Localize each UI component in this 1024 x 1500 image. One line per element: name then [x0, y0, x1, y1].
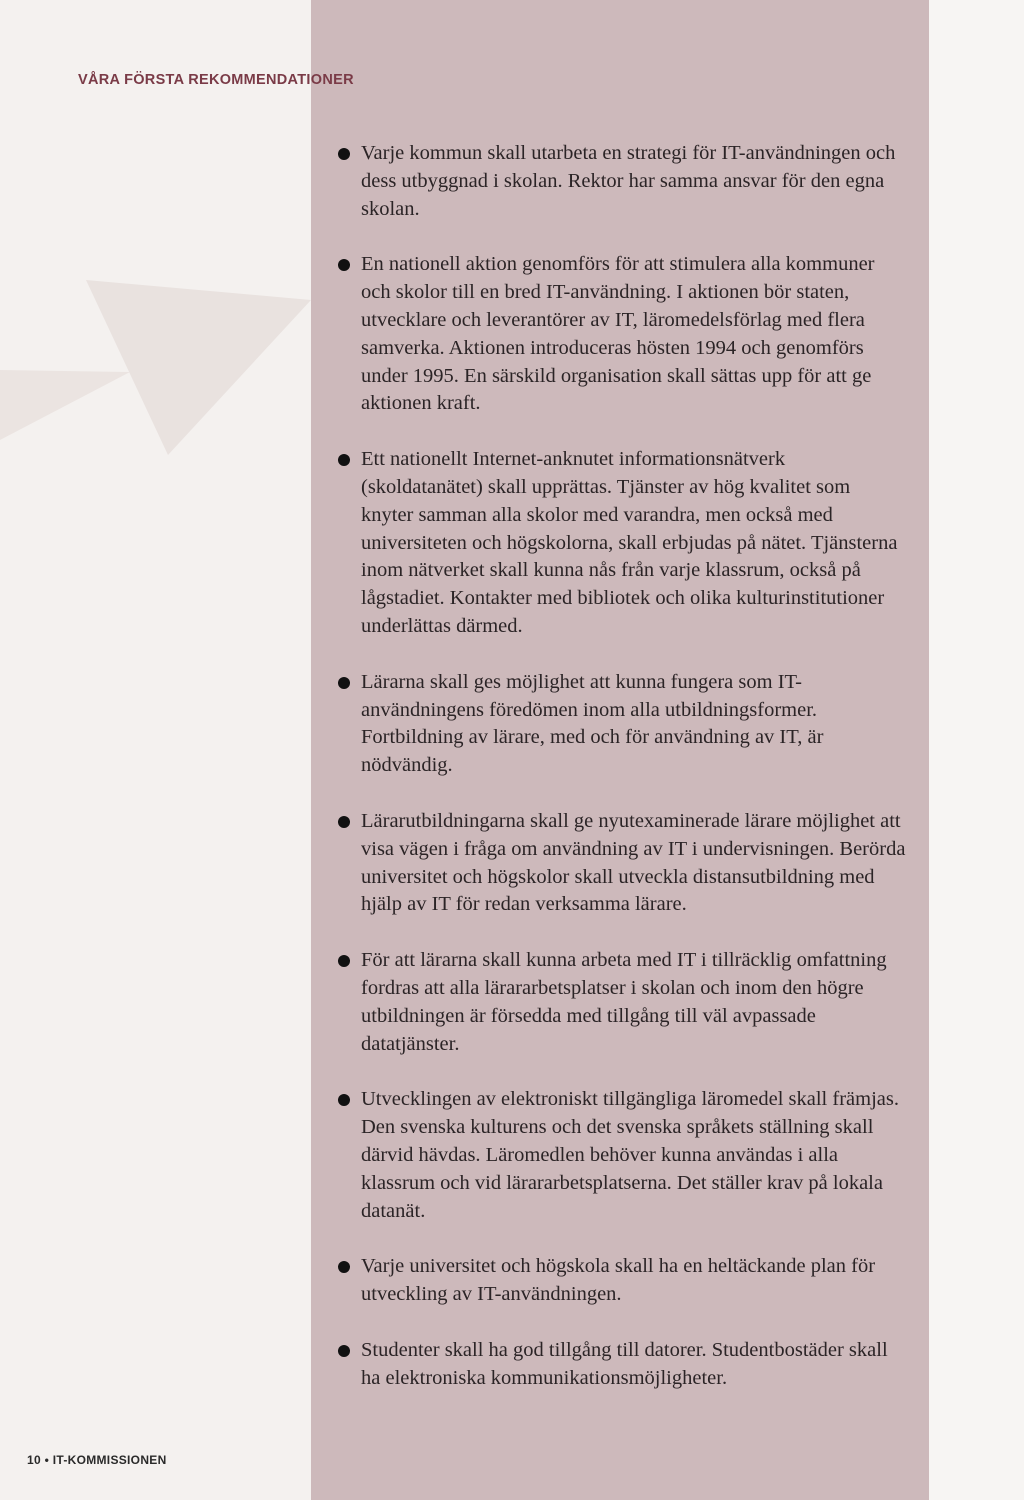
recommendation-text: Lärarna skall ges möjlighet att kunna fungera som IT-användningens föredömen inom alla utbildningsformer. Fortbildning av lärare, med och för användning av IT, är nödvändig. — [361, 670, 824, 777]
recommendation-text: En nationell aktion genomförs för att stimulera alla kommuner och skolor till en bred IT-användning. I aktionen bör staten, utvecklare och leverantörer av IT, läromedelsförlag med flera samverka. Aktionen introduceras hösten 1994 och genomförs under 1995. En särskild organisation skall sättas upp för att ge aktionen kraft. — [361, 253, 875, 415]
recommendation-text: Utvecklingen av elektroniskt tillgängliga läromedel skall främjas. Den svenska kulturens och det svenska språkets ställning skall därvid hävdas. Läromedlen behöver kunna användas i alla klassrum och vid lärararbetsplatserna. Det ställer krav på lokala datanät. — [361, 1088, 899, 1222]
right-margin — [929, 0, 1024, 1500]
recommendation-item — [336, 808, 906, 919]
bullet-icon — [338, 1261, 350, 1273]
bullet-icon — [338, 1345, 350, 1357]
bullet-icon — [338, 259, 350, 271]
bullet-icon — [338, 454, 350, 466]
recommendation-item — [336, 669, 906, 780]
recommendation-text: Lärarutbildningarna skall ge nyutexaminerade lärare möjlighet att visa vägen i fråga om användning av IT i undervisningen. Berörda universitet och högskolor skall utveckla distansutbildning med hjälp av IT för redan verksamma lärare. — [361, 809, 906, 916]
recommendation-item — [336, 251, 906, 418]
bullet-icon — [338, 677, 350, 689]
bullet-icon — [338, 1094, 350, 1106]
recommendation-text: För att lärarna skall kunna arbeta med IT i tillräcklig omfattning fordras att alla lärararbetsplatser i skolan och inom den högre utbildningen är försedda med tillgång till väl avpassade datatjänster. — [361, 949, 887, 1055]
recommendation-item — [336, 1086, 906, 1225]
bullet-icon — [338, 148, 350, 160]
recommendation-item — [336, 140, 906, 223]
recommendation-text: Ett nationellt Internet-anknutet informationsnätverk (skoldatanätet) skall upprättas. Tjänster av hög kvalitet som knyter samman alla skolor med varandra, men också med universiteten och högskolorna, skall erbjudas på nätet. Tjänsterna inom nätverket skall kunna nås från varje klassrum, också på lågstadiet. Kontakter med bibliotek och olika kulturinstitutioner underlättas därmed. — [361, 448, 898, 637]
recommendation-item — [336, 446, 906, 641]
recommendation-item — [336, 1337, 906, 1393]
recommendation-text: Studenter skall ha god tillgång till datorer. Studentbostäder skall ha elektroniska kommunikationsmöjligheter. — [361, 1338, 888, 1389]
bullet-icon — [338, 955, 350, 967]
page-footer: 10 • IT-KOMMISSIONEN — [27, 1453, 167, 1467]
recommendation-text: Varje kommun skall utarbeta en strategi för IT-användningen och dess utbyggnad i skolan. Rektor har samma ansvar för den egna skolan. — [361, 142, 896, 220]
recommendation-list — [336, 140, 906, 1420]
recommendation-text: Varje universitet och högskola skall ha en heltäckande plan för utveckling av IT-användningen. — [361, 1255, 876, 1306]
bullet-icon — [338, 816, 350, 828]
recommendation-item — [336, 1253, 906, 1309]
recommendation-item — [336, 947, 906, 1058]
section-title: VÅRA FÖRSTA REKOMMENDATIONER — [78, 72, 354, 88]
